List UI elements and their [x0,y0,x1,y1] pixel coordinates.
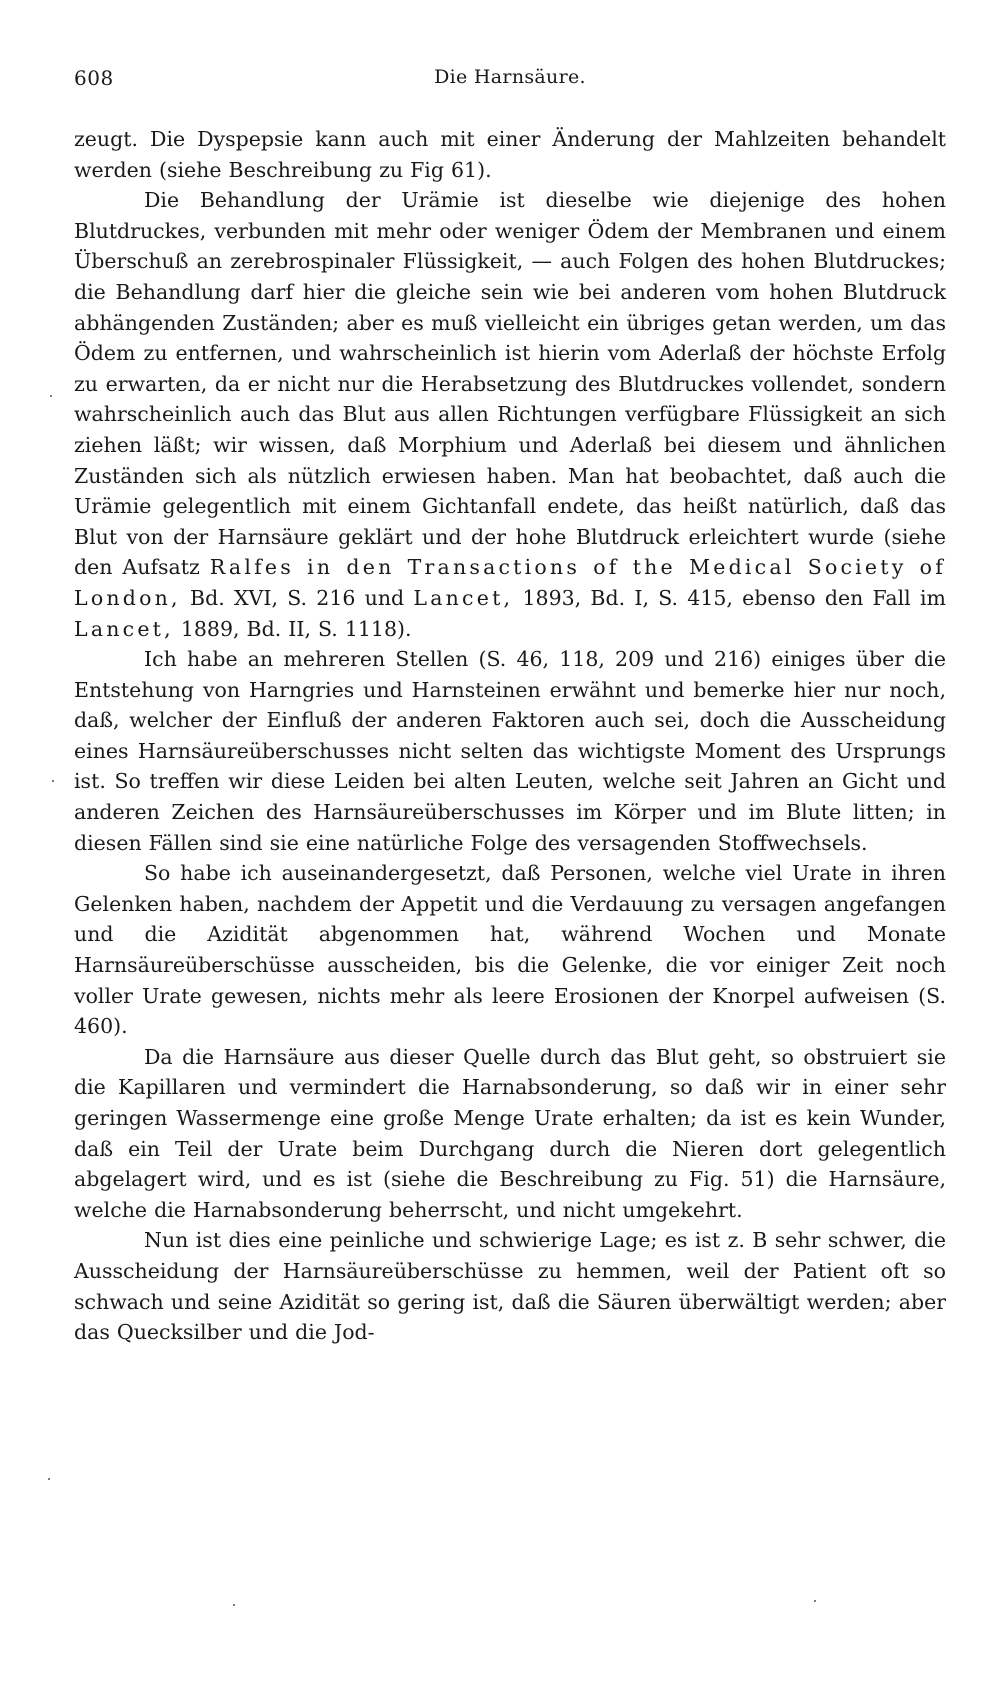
scan-speck [48,1478,50,1480]
paragraph-2 [74,185,946,644]
paragraph-6: Nun ist dies eine peinliche und schwierige Lage; es ist z. B sehr schwer, die Ausscheidung der Harnsäureüberschüsse zu hemmen, weil der Patient oft so schwach und seine Azidität so gering ist, daß die Säuren überwältigt werden; aber das Quecksilber und die Jod- [74,1228,946,1345]
paragraph-2-text-c: 1893, Bd. I, S. 415, ebenso den Fall im [522,585,946,610]
page-number: 608 [74,66,114,90]
running-title: Die Harnsäure. [434,66,586,88]
scan-speck [50,395,52,397]
paragraph-5: Da die Harnsäure aus dieser Quelle durch das Blut geht, so obstruiert sie die Kapillaren und vermindert die Harnabsonderung, so daß wir in einer sehr geringen Wassermenge eine große Menge Urate erhalten; da ist es kein Wunder, daß ein Teil der Urate beim Durchgang durch die Nieren dort gelegentlich abgelagert wird, und es ist (siehe die Beschreibung zu Fig. 51) die Harnsäure, welche die Harnabsonderung beherrscht, und nicht umgekehrt. [74,1044,946,1222]
citation-lancet-1889: Lancet, [74,616,174,641]
paragraph-2-text-a: Die Behandlung der Urämie ist dieselbe wie diejenige des hohen Blutdruckes, verbunden mit mehr oder weniger Ödem der Membranen und einem Überschuß an zerebrospinaler Flüssigkeit, — auch Folgen des hohen Blutdruckes; die Behandlung darf hier die gleiche sein wie bei anderen vom hohen Blutdruck abhängenden Zuständen; aber es muß vielleicht ein übriges getan werden, um das Ödem zu entfernen, und wahrscheinlich ist hierin vom Aderlaß der höchste Erfolg zu erwarten, da er nicht nur die Herabsetzung des Blutdruckes vollendet, sondern wahrscheinlich auch das Blut aus allen Richtungen verfügbare Flüssigkeit an sich ziehen läßt; wir wissen, daß Morphium und Aderlaß bei diesem und ähnlichen Zuständen sich als nützlich erwiesen haben. Man hat beobachtet, daß auch die Urämie gelegentlich mit einem Gichtanfall endete, das heißt natürlich, daß das Blut von der Harnsäure geklärt und der hohe Blutdruck erleichtert wurde (siehe den Aufsatz [74,188,946,580]
body-text [74,124,946,1348]
citation-ralfes-transactions: Ralfes in den Transactions of the Medical Society of London, [74,555,946,610]
scan-speck [814,1600,816,1602]
scan-speck [52,780,54,782]
paragraph-4: So habe ich auseinandergesetzt, daß Personen, welche viel Urate in ihren Gelenken haben, nachdem der Appetit und die Verdauung zu versagen angefangen und die Azidität abgenommen hat, während Wochen und Monate Harnsäureüberschüsse ausscheiden, bis die Gelenke, die vor einiger Zeit noch voller Urate gewesen, nichts mehr als leere Erosionen der Knorpel aufweisen (S. 460). [74,861,946,1039]
page-header [74,66,946,98]
paragraph-1: zeugt. Die Dyspepsie kann auch mit einer Änderung der Mahlzeiten behandelt werden (siehe Beschreibung zu Fig 61). [74,127,946,182]
paragraph-2-text-b: Bd. XVI, S. 216 und [190,585,405,610]
citation-lancet-1893: Lancet, [413,585,514,610]
paragraph-2-text-d: 1889, Bd. II, S. 1118). [180,616,412,641]
scan-speck [233,1604,235,1606]
paragraph-3: Ich habe an mehreren Stellen (S. 46, 118, 209 und 216) einiges über die Entstehung von Harngries und Harnsteinen erwähnt und bemerke hier nur noch, daß, welcher der Einfluß der anderen Faktoren auch sei, doch die Ausscheidung eines Harnsäureüberschusses nicht selten das wichtigste Moment des Ursprungs ist. So treffen wir diese Leiden bei alten Leuten, welche seit Jahren an Gicht und anderen Zeichen des Harnsäureüberschusses im Körper und im Blute litten; in diesen Fällen sind sie eine natürliche Folge des versagenden Stoffwechsels. [74,647,946,855]
